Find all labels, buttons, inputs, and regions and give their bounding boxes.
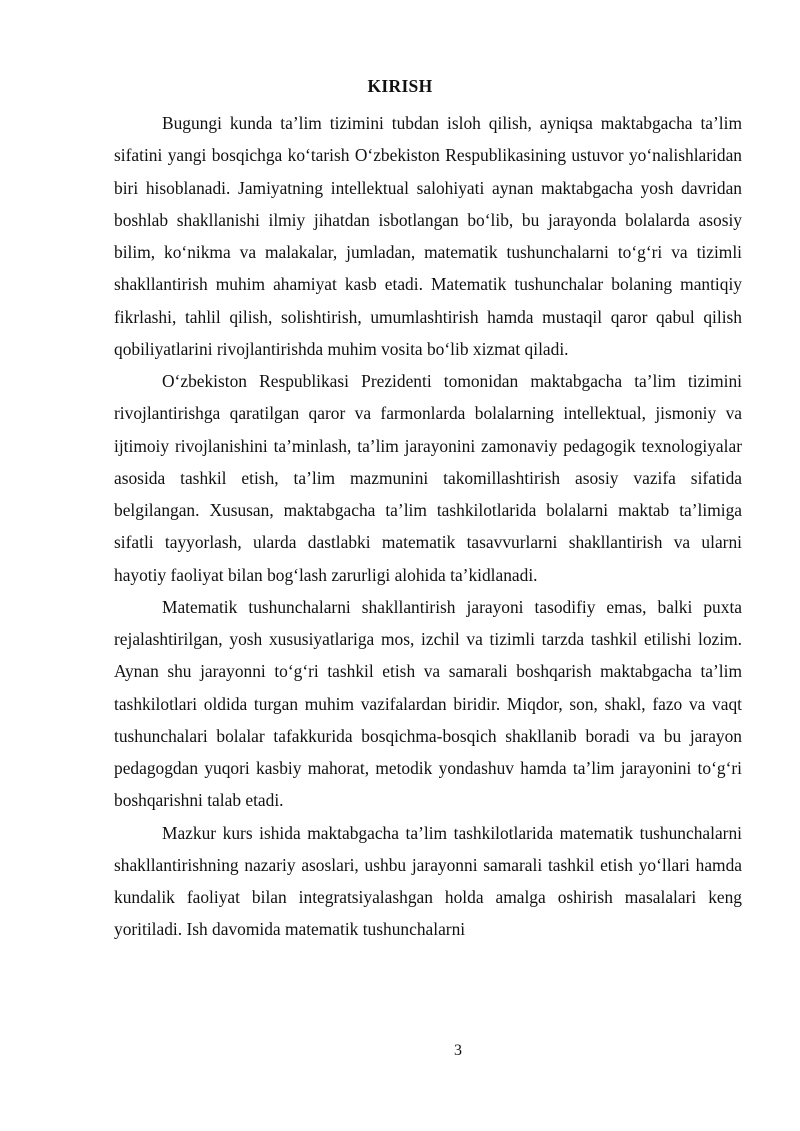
section-title: KIRISH [367, 76, 433, 96]
paragraph-4: Mazkur kurs ishida maktabgacha ta’lim tashkilotlarida matematik tushunchalarni shakllantirishning nazariy asoslari, ushbu jarayonni samarali tashkil etish yo‘llari hamda kundalik faoliyat bilan integratsiyalashgan holda amalga oshirish masalalari keng yoritiladi. Ish davomida matematik tushunchalarni [114, 822, 742, 940]
paragraph-3: Matematik tushunchalarni shakllantirish jarayoni tasodifiy emas, balki puxta rejalashtirilgan, yosh xususiyatlariga mos, izchil va tizimli tarzda tashkil etilishi lozim. Aynan shu jarayonni to‘g‘ri tashkil etish va samarali boshqarish maktabgacha ta’lim tashkilotlari oldida turgan muhim vazifalardan biridir. Miqdor, son, shakl, fazo va vaqt tushunchalari bolalar tafakkurida bosqichma-bosqich shakllanib boradi va bu jarayon pedagogdan yuqori kasbiy mahorat, metodik yondashuv hamda ta’lim jarayonini to‘g‘ri boshqarishni talab etadi. [114, 596, 742, 811]
paragraph-2: O‘zbekiston Respublikasi Prezidenti tomonidan maktabgacha ta’lim tizimini rivojlantirishga qaratilgan qaror va farmonlarda bolalarning intellektual, jismoniy va ijtimoiy rivojlanishini ta’minlash, ta’lim jarayonini zamonaviy pedagogik texnologiyalar asosida tashkil etish, ta’lim mazmunini takomillashtirish asosiy vazifa sifatida belgilangan. Xususan, maktabgacha ta’lim tashkilotlarida bolalarni maktab ta’limiga sifatli tayyorlash, ularda dastlabki matematik tasavvurlarni shakllantirish va ularni hayotiy faoliyat bilan bog‘lash zarurligi alohida ta’kidlanadi. [114, 371, 742, 585]
paragraph-1: Bugungi kunda ta’lim tizimini tubdan isloh qilish, ayniqsa maktabgacha ta’lim sifatini yangi bosqichga ko‘tarish O‘zbekiston Respublikasining ustuvor yo‘nalishlaridan biri hisoblanadi. Jamiyatning intellektual salohiyati aynan maktabgacha yosh davridan boshlab shakllanishi ilmiy jihatdan isbotlangan bo‘lib, bu jarayonda bolalarda asosiy bilim, ko‘nikma va malakalar, jumladan, matematik tushunchalarni to‘g‘ri va tizimli shakllantirish muhim ahamiyat kasb etadi. Matematik tushunchalar bolaning mantiqiy fikrlashi, tahlil qilish, solishtirish, umumlashtirish hamda mustaqil qaror qabul qilish qobiliyatlarini rivojlantirishda muhim vosita bo‘lib xizmat qiladi. [114, 113, 742, 359]
body-text [114, 107, 742, 946]
page-number: 3 [454, 1042, 462, 1059]
